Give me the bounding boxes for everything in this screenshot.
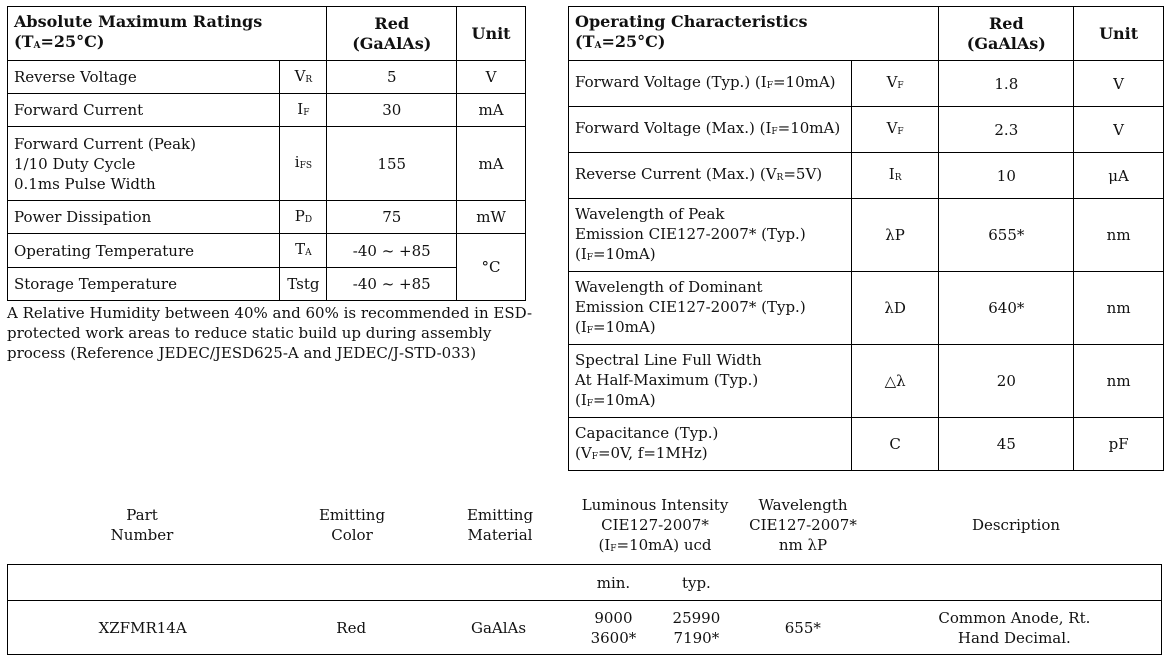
header-line: Color xyxy=(331,526,373,544)
param-cell: Power Dissipation xyxy=(8,201,280,234)
symbol-cell: $V_F$ xyxy=(851,107,939,153)
header-emitting-material xyxy=(425,505,575,545)
param-cell: Forward Voltage (Typ.) $(I_F=10mA)$ xyxy=(569,61,852,107)
header-line: Luminous Intensity xyxy=(581,496,729,514)
param-cell xyxy=(569,418,852,471)
value-cell: 1.8 xyxy=(939,61,1074,107)
value-cell: 155 xyxy=(327,127,457,201)
unit-cell: V xyxy=(457,61,526,94)
header-line: Emitting xyxy=(466,506,534,524)
description-line: Common Anode, Rt. xyxy=(938,608,1091,627)
value-cell: 2.3 xyxy=(939,107,1074,153)
wavelength-cell: 655* xyxy=(738,601,868,655)
value-cell: 5 xyxy=(327,61,457,94)
subheader-row xyxy=(8,565,1162,601)
op-title-cell xyxy=(569,7,939,61)
table-row xyxy=(569,272,1164,345)
unit-cell: mW xyxy=(457,201,526,234)
min-value: 9000 xyxy=(594,608,633,627)
part-table-header xyxy=(7,494,1162,558)
op-title: Operating Characteristics xyxy=(575,12,808,31)
op-condition: $(T_A=25^\circ C)$ xyxy=(575,32,666,51)
subheader-min: min. xyxy=(572,565,655,601)
symbol-cell: $i_{FS}$ xyxy=(280,127,327,201)
operating-characteristics-table xyxy=(568,6,1164,471)
typ-value: 25990 xyxy=(672,608,721,627)
table-row xyxy=(8,61,526,94)
value-cell: -40 ~ +85 xyxy=(327,268,457,301)
abs-col-red-sub: (GaAlAs) xyxy=(352,33,432,53)
value-cell: 640* xyxy=(939,272,1074,345)
value-cell: 30 xyxy=(327,94,457,127)
header-emitting-color xyxy=(277,505,427,545)
param-line: Forward Current (Peak) xyxy=(14,134,196,153)
humidity-note: A Relative Humidity between 40% and 60% is recommended in ESD-protected work areas to reduce static build up during assembly process (Reference JEDEC/JESD625-A and JEDEC/J-STD-033) xyxy=(7,304,533,362)
op-col-unit: Unit xyxy=(1074,7,1164,61)
unit-cell: mA xyxy=(457,94,526,127)
param-line: Wavelength of Dominant xyxy=(575,277,763,296)
symbol-cell: λD xyxy=(851,272,939,345)
param-line: Spectral Line Full Width xyxy=(575,350,762,369)
param-cell xyxy=(8,127,280,201)
abs-title-cell xyxy=(8,7,327,61)
unit-cell: mA xyxy=(457,127,526,201)
header-wavelength xyxy=(738,495,868,555)
header-description: Description xyxy=(971,516,1061,534)
unit-cell: V xyxy=(1074,107,1164,153)
value-cell: 20 xyxy=(939,345,1074,418)
header-line: Emitting xyxy=(318,506,386,524)
typ-value: 7190* xyxy=(673,628,720,647)
param-line: Emission CIE127-2007* (Typ.) xyxy=(575,297,806,316)
unit-cell: °C xyxy=(457,234,526,301)
header-part-number xyxy=(67,505,217,545)
op-header-row xyxy=(569,7,1164,61)
header-line: CIE127-2007* xyxy=(601,516,709,534)
unit-cell: nm xyxy=(1074,199,1164,272)
value-cell: 45 xyxy=(939,418,1074,471)
part-number-table xyxy=(7,564,1162,655)
material-cell: GaAlAs xyxy=(425,601,572,655)
typ-cell xyxy=(655,601,738,655)
table-row xyxy=(569,199,1164,272)
abs-title: Absolute Maximum Ratings xyxy=(14,12,263,31)
param-line: $(I_F=10mA)$ xyxy=(575,390,656,409)
header-line: Material xyxy=(467,526,533,544)
param-cell: Forward Current xyxy=(8,94,280,127)
param-line: Capacitance (Typ.) xyxy=(575,423,719,442)
value-cell: 10 xyxy=(939,153,1074,199)
param-cell: Reverse Current (Max.) $(V_R=5V)$ xyxy=(569,153,852,199)
symbol-cell: $I_F$ xyxy=(280,94,327,127)
unit-cell: μA xyxy=(1074,153,1164,199)
param-line: $(I_F=10mA)$ xyxy=(575,244,656,263)
header-line: nm λP xyxy=(778,536,828,554)
table-row xyxy=(8,601,1162,655)
abs-col-red xyxy=(327,7,457,61)
value-cell: 75 xyxy=(327,201,457,234)
unit-cell: nm xyxy=(1074,345,1164,418)
table-row xyxy=(569,418,1164,471)
abs-condition: $(T_A=25^\circ C)$ xyxy=(14,32,105,51)
abs-col-red-label: Red xyxy=(374,13,410,33)
part-number-cell: XZFMR14A xyxy=(8,601,278,655)
symbol-cell: △λ xyxy=(851,345,939,418)
table-row xyxy=(569,107,1164,153)
param-cell: Reverse Voltage xyxy=(8,61,280,94)
table-row xyxy=(8,201,526,234)
header-line: CIE127-2007* xyxy=(749,516,857,534)
abs-header-row xyxy=(8,7,526,61)
table-row xyxy=(569,153,1164,199)
header-line: Part xyxy=(126,506,158,524)
symbol-cell: $T_A$ xyxy=(280,234,327,268)
op-col-red-label: Red xyxy=(988,13,1024,33)
unit-cell: V xyxy=(1074,61,1164,107)
param-line: $(I_F=10mA)$ xyxy=(575,317,656,336)
symbol-cell: $P_D$ xyxy=(280,201,327,234)
param-line: 1/10 Duty Cycle xyxy=(14,154,136,173)
header-line: $(I_F=10mA)$ ucd xyxy=(598,536,712,554)
min-cell xyxy=(572,601,655,655)
symbol-cell: $I_R$ xyxy=(851,153,939,199)
symbol-cell: $V_R$ xyxy=(280,61,327,94)
table-row xyxy=(8,268,526,301)
min-value: 3600* xyxy=(590,628,637,647)
table-row xyxy=(8,127,526,201)
table-row xyxy=(569,61,1164,107)
header-luminous-intensity xyxy=(572,495,738,558)
op-col-red xyxy=(939,7,1074,61)
header-line: Wavelength xyxy=(758,496,848,514)
param-cell: Storage Temperature xyxy=(8,268,280,301)
symbol-cell: λP xyxy=(851,199,939,272)
unit-cell: pF xyxy=(1074,418,1164,471)
op-col-red-sub: (GaAlAs) xyxy=(966,33,1046,53)
abs-col-unit: Unit xyxy=(457,7,526,61)
symbol-cell: Tstg xyxy=(280,268,327,301)
description-line: Hand Decimal. xyxy=(957,628,1071,647)
subheader-typ: typ. xyxy=(655,565,738,601)
param-line: Emission CIE127-2007* (Typ.) xyxy=(575,224,806,243)
param-line: ($V_F=0V$, f=1MHz) xyxy=(575,443,708,462)
table-row xyxy=(8,234,526,268)
symbol-cell: $V_F$ xyxy=(851,61,939,107)
param-line: 0.1ms Pulse Width xyxy=(14,174,156,193)
description-cell xyxy=(868,601,1162,655)
unit-cell: nm xyxy=(1074,272,1164,345)
value-cell: 655* xyxy=(939,199,1074,272)
param-cell: Forward Voltage (Max.) $(I_F=10mA)$ xyxy=(569,107,852,153)
param-cell xyxy=(569,272,852,345)
color-cell: Red xyxy=(277,601,425,655)
header-line: Number xyxy=(110,526,174,544)
value-cell: -40 ~ +85 xyxy=(327,234,457,268)
absolute-max-ratings-table xyxy=(7,6,526,301)
param-line: Wavelength of Peak xyxy=(575,204,725,223)
table-row xyxy=(8,94,526,127)
param-cell: Operating Temperature xyxy=(8,234,280,268)
param-cell xyxy=(569,345,852,418)
symbol-cell: C xyxy=(851,418,939,471)
param-line: At Half-Maximum (Typ.) xyxy=(575,370,759,389)
table-row xyxy=(569,345,1164,418)
param-cell xyxy=(569,199,852,272)
